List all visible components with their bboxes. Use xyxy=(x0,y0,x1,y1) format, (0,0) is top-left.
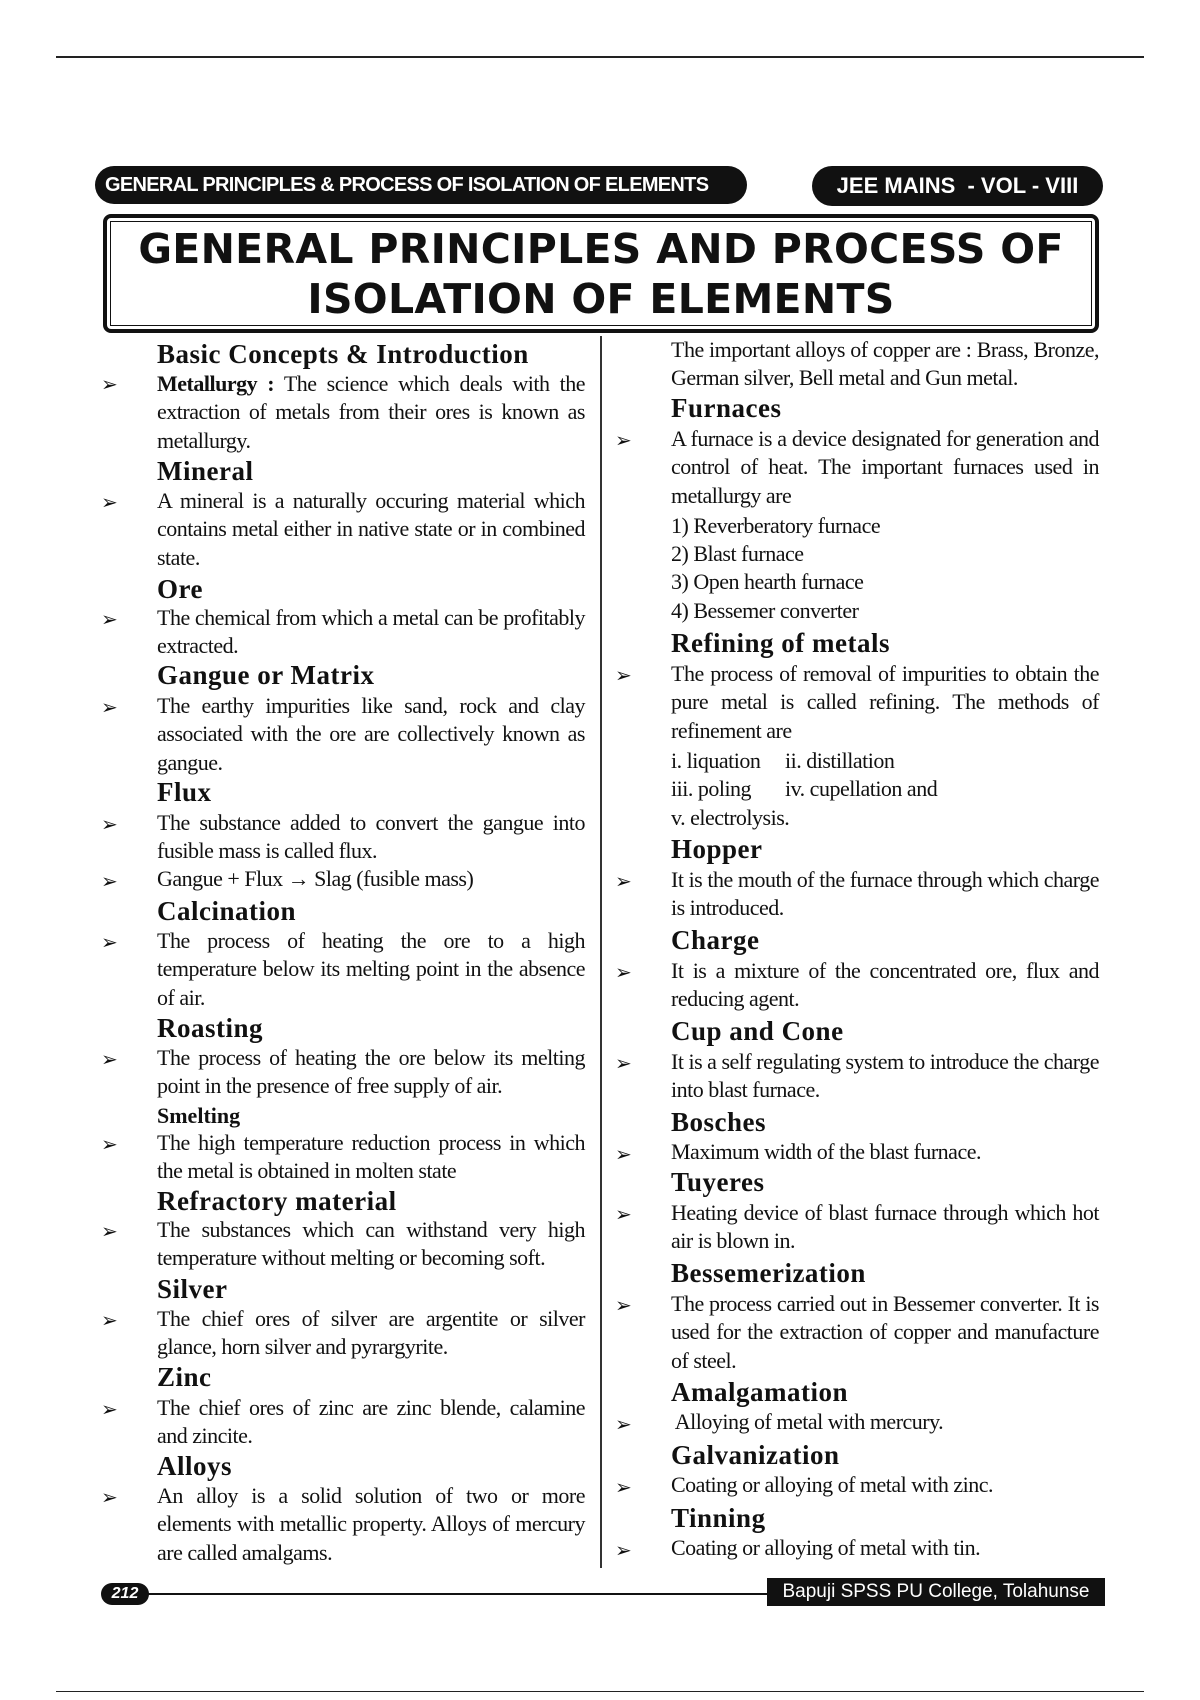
furnace-item: 4) Bessemer converter xyxy=(671,598,859,623)
arrowhead-bullet-icon: ➢ xyxy=(615,1142,632,1166)
para-smelting: The high temperature reduction process in which the metal is obtained in molten state xyxy=(157,1130,585,1184)
para-calcination: The process of heating the ore to a high temperature below its melting point in the absence of air. xyxy=(157,928,585,1010)
title-line-1: GENERAL PRINCIPLES AND PROCESS OF xyxy=(138,224,1064,273)
title-line-2: ISOLATION OF ELEMENTS xyxy=(307,274,895,323)
term-metallurgy: Metallurgy : xyxy=(157,371,275,396)
top-rule xyxy=(56,56,1144,58)
para-copper-alloys: The important alloys of copper are : Brass, Bronze, German silver, Bell metal and Gun metal. xyxy=(671,337,1099,391)
refining-method: iii. poling xyxy=(671,776,752,801)
para-bessemerization: The process carried out in Bessemer converter. It is used for the extraction of copper and manufacture of steel. xyxy=(671,1291,1099,1373)
heading-ore: Ore xyxy=(157,574,203,604)
para-metallurgy xyxy=(157,370,585,455)
arrowhead-bullet-icon: ➢ xyxy=(101,490,118,514)
para-refractory: The substances which can withstand very high temperature without melting or becoming soft. xyxy=(157,1217,585,1271)
arrowhead-bullet-icon: ➢ xyxy=(101,812,118,836)
refining-method: ii. distillation xyxy=(785,748,895,773)
para-flux: The substance added to convert the gangue into fusible mass is called flux. xyxy=(157,810,585,864)
heading-charge: Charge xyxy=(671,925,760,955)
arrowhead-bullet-icon: ➢ xyxy=(615,1475,632,1499)
title-box xyxy=(103,214,1099,333)
para-roasting: The process of heating the ore below its melting point in the presence of free supply of air. xyxy=(157,1045,585,1099)
para-alloys: An alloy is a solid solution of two or more elements with metallic property. Alloys of mercury are called amalgams. xyxy=(157,1483,585,1565)
refining-method: v. electrolysis. xyxy=(671,805,790,830)
heading-zinc: Zinc xyxy=(157,1362,212,1392)
college-name: Bapuji SPSS PU College, Tolahunse xyxy=(767,1578,1105,1606)
heading-gangue: Gangue or Matrix xyxy=(157,660,375,690)
arrowhead-bullet-icon: ➢ xyxy=(615,663,632,687)
para-bosches: Maximum width of the blast furnace. xyxy=(671,1139,981,1164)
arrowhead-bullet-icon: ➢ xyxy=(615,1412,632,1436)
para-cup-cone: It is a self regulating system to introduce the charge into blast furnace. xyxy=(671,1049,1099,1103)
arrowhead-bullet-icon: ➢ xyxy=(101,695,118,719)
arrowhead-bullet-icon: ➢ xyxy=(101,1132,118,1156)
para-silver: The chief ores of silver are argentite or silver glance, horn silver and pyrargyrite. xyxy=(157,1306,585,1360)
para-refining: The process of removal of impurities to obtain the pure metal is called refining. The methods of refinement are xyxy=(671,661,1099,743)
heading-flux: Flux xyxy=(157,777,212,807)
volume-label: JEE MAINS - VOL - VIII xyxy=(812,166,1103,206)
arrowhead-bullet-icon: ➢ xyxy=(615,428,632,452)
arrowhead-bullet-icon: ➢ xyxy=(615,1538,632,1562)
page-number: 212 xyxy=(101,1583,149,1605)
metallurgy-text: The science which deals with the extraction of metals from their ores is known as metallurgy. xyxy=(157,371,585,453)
para-zinc: The chief ores of zinc are zinc blende, calamine and zincite. xyxy=(157,1395,585,1449)
heading-basic-concepts: Basic Concepts & Introduction xyxy=(157,339,529,369)
arrowhead-bullet-icon: ➢ xyxy=(615,869,632,893)
para-gangue: The earthy impurities like sand, rock and clay associated with the ore are collectively known as gangue. xyxy=(157,693,585,775)
heading-mineral: Mineral xyxy=(157,456,254,486)
para-amalgamation: Alloying of metal with mercury. xyxy=(671,1409,944,1434)
para-ore: The chemical from which a metal can be profitably extracted. xyxy=(157,605,585,659)
arrowhead-bullet-icon: ➢ xyxy=(101,1047,118,1071)
heading-galvanization: Galvanization xyxy=(671,1440,840,1470)
arrowhead-bullet-icon: ➢ xyxy=(615,1293,632,1317)
arrowhead-bullet-icon: ➢ xyxy=(101,1485,118,1509)
arrowhead-bullet-icon: ➢ xyxy=(101,1308,118,1332)
column-divider xyxy=(600,336,602,1568)
bottom-rule xyxy=(56,1691,1144,1692)
arrowhead-bullet-icon: ➢ xyxy=(615,1202,632,1226)
para-hopper: It is the mouth of the furnace through which charge is introduced. xyxy=(671,867,1099,921)
heading-calcination: Calcination xyxy=(157,896,297,926)
furnace-item: 2) Blast furnace xyxy=(671,541,804,566)
arrowhead-bullet-icon: ➢ xyxy=(101,372,118,396)
chapter-label: GENERAL PRINCIPLES & PROCESS OF ISOLATION OF ELEMENTS xyxy=(95,166,747,204)
arrowhead-bullet-icon: ➢ xyxy=(101,1219,118,1243)
furnace-item: 1) Reverberatory furnace xyxy=(671,513,881,538)
heading-refractory: Refractory material xyxy=(157,1186,397,1216)
heading-smelting: Smelting xyxy=(157,1103,241,1128)
arrowhead-bullet-icon: ➢ xyxy=(101,607,118,631)
heading-bosches: Bosches xyxy=(671,1107,767,1137)
heading-amalgamation: Amalgamation xyxy=(671,1377,848,1407)
flux-equation: Gangue + Flux → Slag (fusible mass) xyxy=(157,866,474,891)
page-title xyxy=(110,221,1092,326)
heading-hopper: Hopper xyxy=(671,834,763,864)
heading-silver: Silver xyxy=(157,1274,228,1304)
arrowhead-bullet-icon: ➢ xyxy=(101,869,118,893)
refining-method: iv. cupellation and xyxy=(785,776,938,801)
para-tinning: Coating or alloying of metal with tin. xyxy=(671,1535,981,1560)
arrowhead-bullet-icon: ➢ xyxy=(615,1051,632,1075)
arrowhead-bullet-icon: ➢ xyxy=(101,1397,118,1421)
heading-cup-cone: Cup and Cone xyxy=(671,1016,844,1046)
para-furnaces: A furnace is a device designated for generation and control of heat. The important furnaces used in metallurgy are xyxy=(671,426,1099,508)
para-charge: It is a mixture of the concentrated ore, flux and reducing agent. xyxy=(671,958,1099,1012)
arrowhead-bullet-icon: ➢ xyxy=(101,930,118,954)
heading-refining: Refining of metals xyxy=(671,628,890,658)
heading-furnaces: Furnaces xyxy=(671,393,782,423)
heading-roasting: Roasting xyxy=(157,1013,264,1043)
heading-alloys: Alloys xyxy=(157,1451,233,1481)
furnace-item: 3) Open hearth furnace xyxy=(671,569,864,594)
heading-tuyeres: Tuyeres xyxy=(671,1167,765,1197)
heading-bessemerization: Bessemerization xyxy=(671,1258,866,1288)
para-mineral: A mineral is a naturally occuring material which contains metal either in native state or in combined state. xyxy=(157,488,585,570)
arrowhead-bullet-icon: ➢ xyxy=(615,960,632,984)
refining-method: i. liquation xyxy=(671,748,761,773)
footer-rule xyxy=(145,1593,767,1595)
heading-tinning: Tinning xyxy=(671,1503,766,1533)
para-tuyeres: Heating device of blast furnace through which hot air is blown in. xyxy=(671,1200,1099,1254)
para-galvanization: Coating or alloying of metal with zinc. xyxy=(671,1472,994,1497)
